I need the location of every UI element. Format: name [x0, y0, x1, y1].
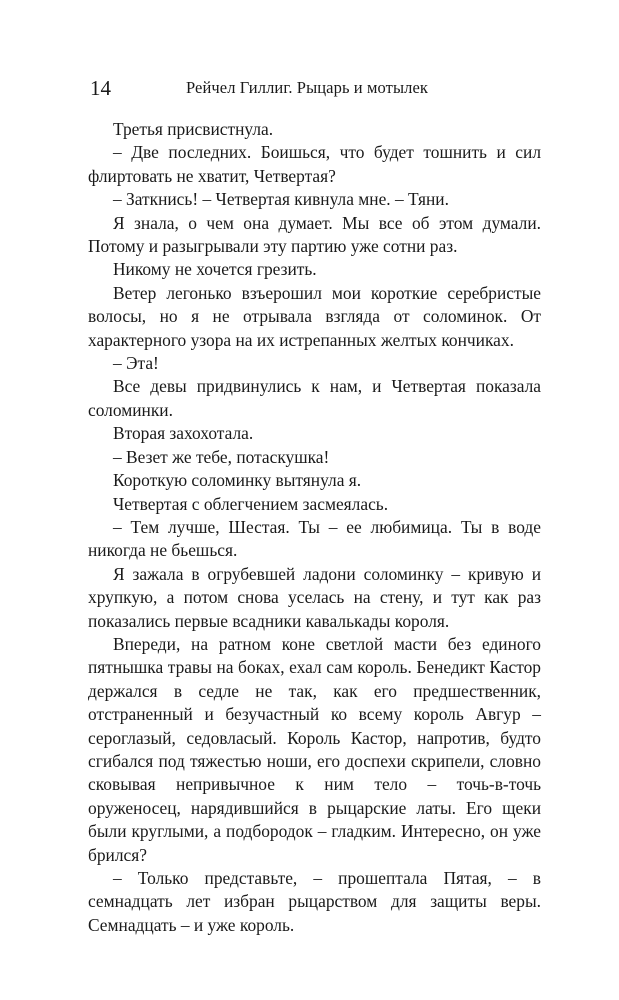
paragraph: Все девы придвинулись к нам, и Четвертая показала соломинки.	[88, 376, 541, 420]
running-title: Рейчел Гиллиг. Рыцарь и мотылек	[186, 78, 429, 97]
book-page	[88, 70, 541, 937]
paragraph: – Везет же тебе, потаскушка!	[113, 446, 330, 467]
paragraph: – Эта!	[113, 353, 159, 374]
paragraph: – Тем лучше, Шестая. Ты – ее любимица. Ты в воде никогда не бьешься.	[88, 516, 541, 561]
paragraph: Я знала, о чем она думает. Мы все об этом думали. Потому и разыгрывали эту партию уже сотни раз.	[88, 212, 541, 257]
paragraph: Никому не хочется грезить.	[113, 259, 317, 280]
paragraph: Я зажала в огрубевшей ладони соломинку – кривую и хрупкую, а потом снова уселась на стену, и тут как раз показались первые всадники кавалькады короля.	[88, 563, 541, 631]
paragraph: Короткую соломинку вытянула я.	[113, 470, 362, 491]
paragraph: – Заткнись! – Четвертая кивнула мне. – Тяни.	[113, 189, 449, 210]
body-text	[88, 118, 541, 937]
paragraph: Третья присвистнула.	[113, 119, 274, 139]
paragraph: Вторая захохотала.	[113, 423, 254, 444]
paragraph: – Только представьте, – прошептала Пятая, – в семнадцать лет избран рыцарством для защиты веры. Семнадцать – и уже король.	[88, 868, 541, 935]
paragraph: Впереди, на ратном коне светлой масти без единого пятнышка травы на боках, ехал сам король. Бенедикт Кастор держался в седле не так, как его предшественник, отстраненный и безучастный ко всему король Авгур – сероглазый, седовласый. Король Кастор, напротив, будто сгибался под тяжестью ноши, его доспехи скрипели, словно сковывая непривычное к ним тело – точь-в-точь оруженосец, нарядившийся в рыцарские латы. Его щеки были круглыми, а подбородок – гладким. Интересно, он уже брился?	[88, 633, 541, 865]
page-number: 14	[90, 76, 111, 100]
running-head	[88, 70, 541, 106]
paragraph: – Две последних. Боишься, что будет тошнить и сил флиртовать не хватит, Четвертая?	[88, 142, 541, 186]
paragraph: Четвертая с облегчением засмеялась.	[113, 493, 389, 514]
paragraph: Ветер легонько взъерошил мои короткие серебристые волосы, но я не отрывала взгляда от соломинок. От характерного узора на их истрепанных желтых кончиках.	[88, 282, 541, 350]
